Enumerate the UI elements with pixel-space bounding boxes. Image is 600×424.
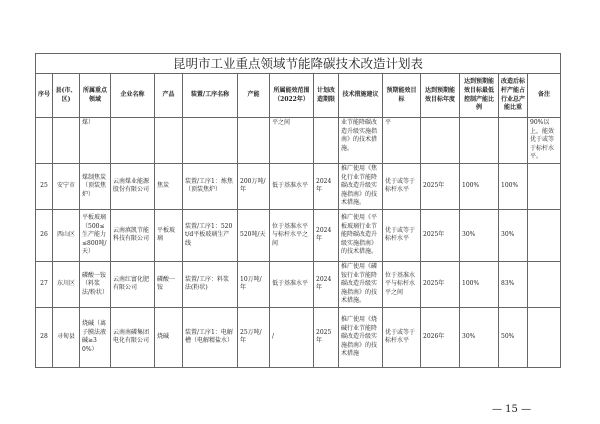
- table-row: [36, 261, 561, 307]
- table-cell: 25: [36, 163, 53, 209]
- table-cell: /: [270, 307, 314, 367]
- table-cell: [111, 118, 155, 164]
- table-cell: 优于或等于标杆水平: [383, 163, 421, 209]
- table-cell: 煤）: [80, 118, 111, 164]
- table-cell: 90%以上，能效优于或等于标杆水平。: [528, 118, 561, 164]
- table-cell: 26: [36, 209, 53, 261]
- table-row: [36, 307, 561, 367]
- table-cell: 云南红富化肥有限公司: [111, 261, 155, 307]
- table-cell: [183, 118, 238, 164]
- column-header: 所属能效范围（2022年）: [270, 74, 314, 118]
- table-cell: 低于基准水平: [270, 163, 314, 209]
- plan-table: [35, 53, 561, 368]
- table-cell: 30%: [499, 209, 528, 261]
- table-cell: [460, 118, 499, 164]
- table-cell: 云南滇凯节能科技有限公司: [111, 209, 155, 261]
- page-number: — 15 —: [492, 404, 532, 415]
- table-cell: 25万吨/年: [238, 307, 270, 367]
- table-cell: 50%: [499, 307, 528, 367]
- table-cell: 推广使用《烧碱行业节能降碳改造升级实施指南》的技术措施: [339, 307, 383, 367]
- table-cell: 30%: [460, 307, 499, 367]
- column-header: 企业名称: [111, 74, 155, 118]
- table-cell: 30%: [460, 209, 499, 261]
- table-cell: [528, 261, 561, 307]
- table-cell: 2025年: [421, 261, 460, 307]
- table-cell: 东川区: [53, 261, 80, 307]
- table-cell: 云南煤业能源股份有限公司: [111, 163, 155, 209]
- table-cell: 100%: [499, 163, 528, 209]
- table-cell: [499, 118, 528, 164]
- table-cell: 安宁市: [53, 163, 80, 209]
- table-cell: 平板玻璃（500≤生产能力≤800吨/天）: [80, 209, 111, 261]
- column-header: 装置/工序名称: [183, 74, 238, 118]
- table-cell: [155, 118, 183, 164]
- table-cell: 83%: [499, 261, 528, 307]
- table-cell: 云南南磷集团电化有限公司: [111, 307, 155, 367]
- column-header: 预期能效目标: [383, 74, 421, 118]
- column-header: 产能: [238, 74, 270, 118]
- table-cell: 2024年: [314, 163, 339, 209]
- table-cell: 28: [36, 307, 53, 367]
- table-cell: 优于或等于标杆水平: [383, 307, 421, 367]
- table-cell: 平板玻璃: [155, 209, 183, 261]
- table-cell: [238, 118, 270, 164]
- column-header: 达到预期能效目标最低控制产能比例: [460, 74, 499, 118]
- column-header: 县(市、区): [53, 74, 80, 118]
- table-cell: [36, 118, 53, 164]
- column-header: 技术措施建议: [339, 74, 383, 118]
- column-header: 备注: [528, 74, 561, 118]
- table-cell: 27: [36, 261, 53, 307]
- table-cell: 优于或等于标杆水平: [383, 209, 421, 261]
- column-header: 改造后标杆产能占行业总产能比重: [499, 74, 528, 118]
- table-cell: 装置/工序1：520t/d平板玻璃生产线: [183, 209, 238, 261]
- table-cell: 焦炭: [155, 163, 183, 209]
- table-cell: 业节能降碳改造升级实施指南》的技术措施。: [339, 118, 383, 164]
- table-cell: 寻甸县: [53, 307, 80, 367]
- table-cell: 烧碱（离子膜法液碱≥30%）: [80, 307, 111, 367]
- table-cell: [528, 209, 561, 261]
- table-cell: [528, 163, 561, 209]
- table-cell: 低于基准水平: [270, 261, 314, 307]
- table-row: [36, 163, 561, 209]
- column-header: 达到预期能效目标年度: [421, 74, 460, 118]
- table-cell: [421, 118, 460, 164]
- table-cell: 推广使用《平板玻璃行业节能降碳改造升级实施指南》的技术措施。: [339, 209, 383, 261]
- table-cell: 位于基准水平与标杆水平之间: [383, 261, 421, 307]
- table-cell: 推广使用《磷铵行业节能降碳改造升级实施指南》的技术措施。: [339, 261, 383, 307]
- table-cell: 平之间: [270, 118, 314, 164]
- column-header: 所属重点领域: [80, 74, 111, 118]
- table-cell: 2026年: [421, 307, 460, 367]
- column-header: 序号: [36, 74, 53, 118]
- table-cell: 位于基准水平与标杆水平之间: [270, 209, 314, 261]
- table-cell: [528, 307, 561, 367]
- table-cell: [314, 118, 339, 164]
- table-row-continued: [36, 118, 561, 164]
- table-cell: 煤制焦炭（顶装焦炉）: [80, 163, 111, 209]
- table-cell: 200万吨/年: [238, 163, 270, 209]
- table-cell: 2025年: [421, 209, 460, 261]
- column-header: 计划改造期限: [314, 74, 339, 118]
- table-cell: 2025年: [314, 307, 339, 367]
- table-cell: 2024年: [314, 209, 339, 261]
- table-row: [36, 209, 561, 261]
- header-row: [36, 74, 561, 118]
- table-cell: 2025年: [421, 163, 460, 209]
- table-cell: 烧碱: [155, 307, 183, 367]
- table-cell: 装置/工序1：电解槽（电解精盐水）: [183, 307, 238, 367]
- table-cell: 磷酸一铵（料浆法/粉状）: [80, 261, 111, 307]
- table-cell: 西山区: [53, 209, 80, 261]
- table-cell: 推广使用《焦化行业节能降碳改造升级实施指南》的技术措施。: [339, 163, 383, 209]
- table-cell: [53, 118, 80, 164]
- column-header: 产品: [155, 74, 183, 118]
- table-cell: 100%: [460, 163, 499, 209]
- table-cell: 装置/工序1：炼焦（顶装焦炉）: [183, 163, 238, 209]
- table-cell: 磷酸一铵: [155, 261, 183, 307]
- table-cell: 100%: [460, 261, 499, 307]
- table-cell: 520吨/天: [238, 209, 270, 261]
- table-cell: 2024年: [314, 261, 339, 307]
- table-cell: 10万吨/年: [238, 261, 270, 307]
- table-cell: 装置/工序：料浆法(粉状): [183, 261, 238, 307]
- table-title: 昆明市工业重点领域节能降碳技术改造计划表: [36, 54, 561, 74]
- table-cell: 平: [383, 118, 421, 164]
